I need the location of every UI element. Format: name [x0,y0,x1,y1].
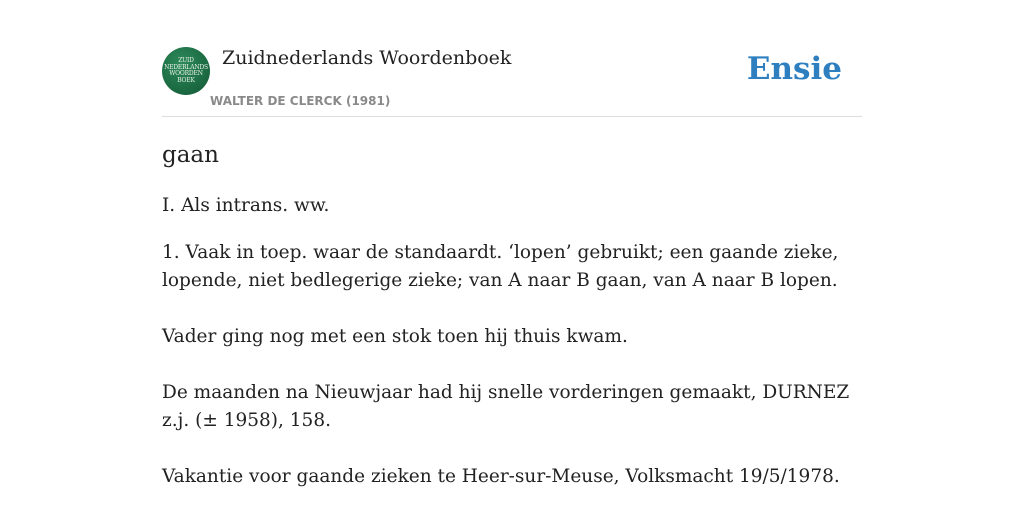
logo-line: WOORDEN [169,70,203,77]
entry-paragraph: De maanden na Nieuwjaar had hij snelle vorderingen gemaakt, DURNEZ z.j. (± 1958), 158. [162,382,850,431]
logo-line: NEDERLANDS [164,63,208,71]
logo-line: ZUID [178,57,194,64]
logo-line: BOEK [177,76,195,84]
header [162,0,862,117]
entry-paragraph: Vader ging nog met een stok toen hij thuis kwam. [162,326,628,347]
entry-paragraph: I. Als intrans. ww. [162,195,330,216]
book-logo[interactable] [162,47,210,95]
entry-paragraph: Vakantie voor gaande zieken te Heer-sur-Meuse, Volksmacht 19/5/1978. [162,466,840,487]
entry-paragraph: 1. Vaak in toep. waar de standaardt. ‘lopen’ gebruikt; een gaande zieke, lopende, niet bedlegerige zieke; van A naar B gaan, van A naar B lopen. [162,242,839,291]
entry-term: gaan [162,142,219,168]
brand-logo-link[interactable]: Ensie [746,51,842,87]
page-container [162,0,862,487]
book-title[interactable]: Zuidnederlands Woordenboek [222,47,512,69]
book-author: WALTER DE CLERCK (1981) [210,94,391,108]
